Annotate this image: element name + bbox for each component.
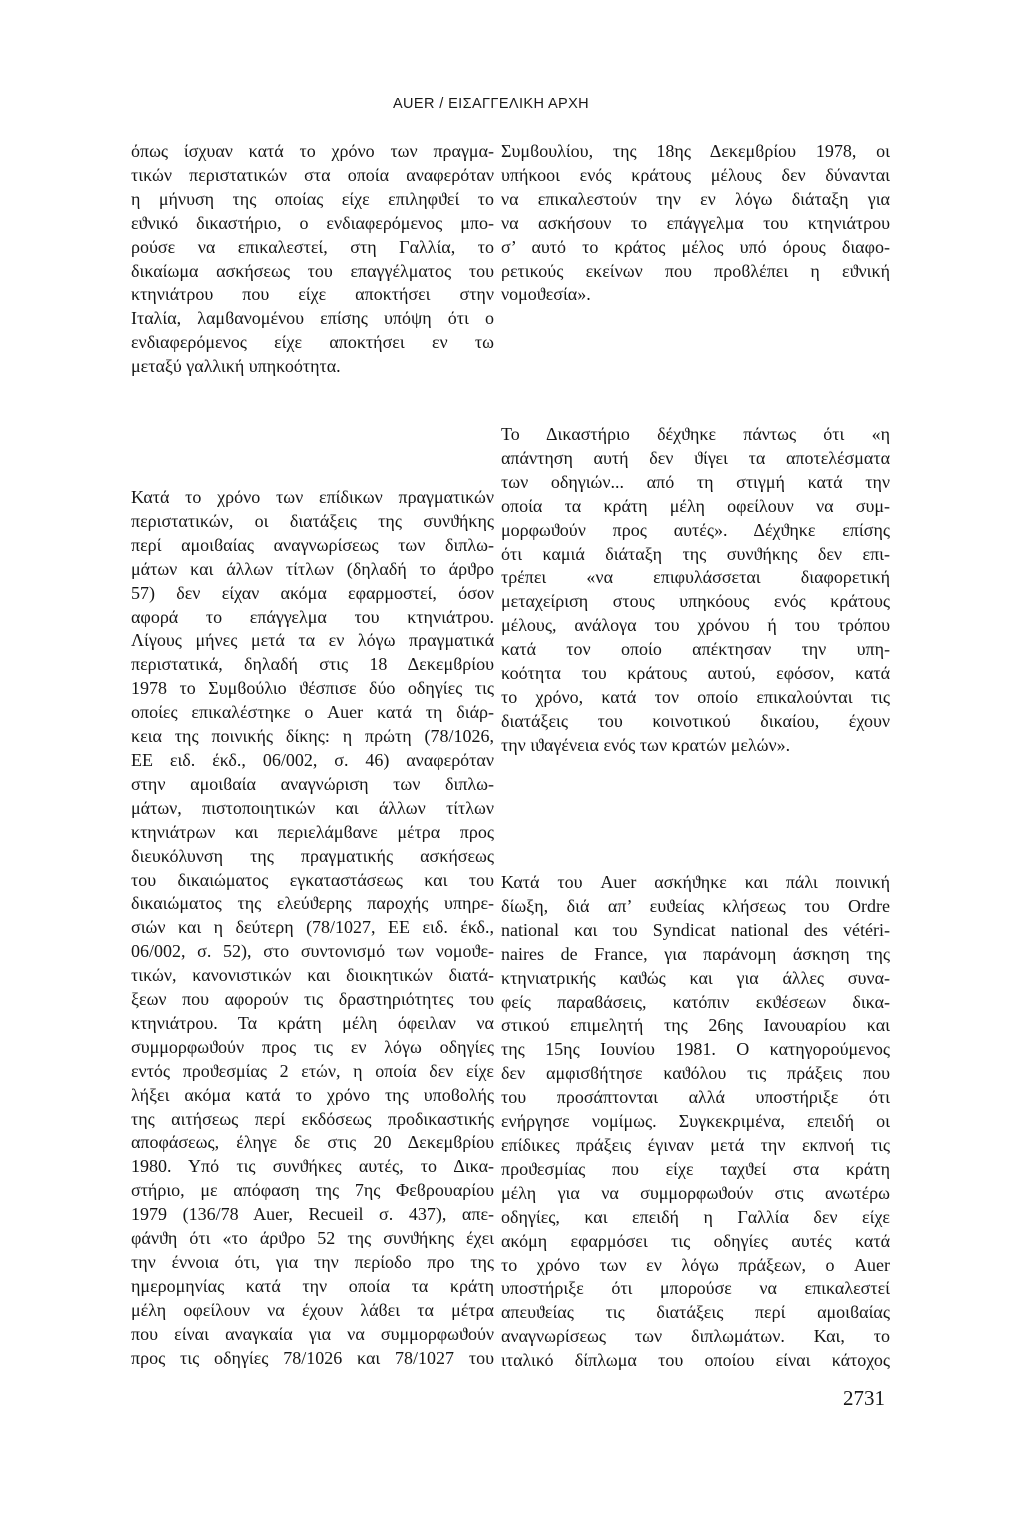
text-line: οποία τα κράτη μέλη οφείλουν να συμ- xyxy=(501,495,890,516)
text-line: 1979 (136/78 Auer, Recueil σ. 437), απε- xyxy=(131,1204,494,1225)
text-line: ενδιαφερόμενος είχε αποκτήσει εν τω xyxy=(131,332,494,353)
paragraph xyxy=(501,140,890,307)
text-line: naires de France, για παράνομη άσκηση της xyxy=(501,943,890,964)
text-line: ενήργησε νομίμως. Συγκεκριμένα, επειδή οι xyxy=(501,1111,890,1132)
text-line: υπήκοοι ενός κράτους μέλους δεν δύνανται xyxy=(501,164,890,185)
text-line: δίωξη, διά απ’ ευϑείας κλήσεως του Ordre xyxy=(501,895,890,916)
text-line: η μήνυση της οποίας είχε επιληφϑεί το xyxy=(131,188,494,209)
text-line: εντός προϑεσμίας 2 ετών, η οποία δεν είχε xyxy=(131,1060,494,1081)
paragraph xyxy=(501,423,890,758)
text-line: προς τις οδηγίες 78/1026 και 78/1027 του xyxy=(131,1347,494,1368)
text-line: Κατά του Auer ασκήϑηκε και πάλι ποινική xyxy=(501,872,890,892)
text-line: εϑνικό δικαστήριο, ο ενδιαφερόμενος μπο- xyxy=(131,212,494,233)
text-line: αναγνωρίσεως των διπλωμάτων. Και, το xyxy=(501,1326,890,1347)
text-line: 1978 το Συμϐούλιο ϑέσπισε δύο οδηγίες τις xyxy=(131,678,494,699)
running-header: AUER / ΕΙΣΑΓΓΕΛΙΚΗ ΑΡΧΗ xyxy=(392,96,590,112)
text-line: ακόμη εφαρμόσει τις οδηγίες αυτές κατά xyxy=(501,1230,890,1251)
text-line: λήξει ακόμα κατά το χρόνο της υποϐολής xyxy=(131,1084,494,1105)
text-line: τικών, κανονιστικών και διοικητικών διατά- xyxy=(131,965,494,986)
text-line: την ιϑαγένεια ενός των κρατών μελών». xyxy=(501,734,791,755)
text-line: ρούσε να επικαλεστεί, στη Γαλλία, το xyxy=(131,236,494,257)
text-line: ρετικούς εκείνων που προϐλέπει η εϑνική xyxy=(501,260,890,281)
text-line: το χρόνο, κατά τον οποίο επικαλούνται τις xyxy=(501,686,890,707)
text-line: αποφάσεως, έληγε δε στις 20 Δεκεμϐρίου xyxy=(131,1132,494,1153)
text-line: απευϑείας τις διατάξεις περί αμοιϐαίας xyxy=(501,1302,890,1323)
text-line: μέλη για να συμμορφωϑούν στις ανωτέρω xyxy=(501,1182,890,1203)
text-line: κοότητα του κράτους αυτού, εφόσον, κατά xyxy=(501,663,890,684)
text-line: κτηνιάτρου. Τα κράτη μέλη όφειλαν να xyxy=(131,1012,494,1033)
text-line: ξεων που αφορούν τις δραστηριότητες του xyxy=(131,989,494,1010)
text-line: κτηνιατρικής καϑώς και για άλλες συνα- xyxy=(501,967,890,988)
text-line: φάνϑη ότι «το άρϑρο 52 της συνϑήκης έχει xyxy=(131,1228,494,1249)
text-line: του δικαιώματος εγκαταστάσεως και του xyxy=(131,869,494,890)
text-line: κεια της ποινικής δίκης: η πρώτη (78/1026, xyxy=(131,726,494,747)
paragraph xyxy=(501,871,890,1373)
text-line: που είναι αναγκαία για να συμμορφωϑούν xyxy=(131,1323,494,1344)
text-line: δεν αμφισϐήτησε καϑόλου τις πράξεις που xyxy=(501,1063,890,1084)
text-line: φείς παραϐάσεις, κατόπιν εκϑέσεων δικα- xyxy=(501,991,890,1012)
text-line: 1980. Υπό τις συνϑήκες αυτές, το Δικα- xyxy=(131,1156,494,1177)
text-line: μάτων, πιστοποιητικών και άλλων τίτλων xyxy=(131,797,494,818)
text-line: νομοϑεσία». xyxy=(501,284,591,305)
text-line: των οδηγιών... από τη στιγμή κατά την xyxy=(501,471,890,492)
text-line: στην αμοιϐαία αναγνώριση των διπλω- xyxy=(131,773,494,794)
text-line: μορφωϑούν προς αυτές». Δέχϑηκε επίσης xyxy=(501,519,890,540)
text-line: μάτων και άλλων τίτλων (δηλαδή το άρϑρο xyxy=(131,558,494,579)
text-line: αφορά το επάγγελμα του κτηνιάτρου. xyxy=(131,606,494,627)
text-line: σ’ αυτό το κράτος μέλος υπό όρους διαφο- xyxy=(501,236,890,257)
text-line: οποίες επικαλέστηκε ο Auer κατά τη διάρ- xyxy=(131,702,494,723)
text-line: Συμϐουλίου, της 18ης Δεκεμϐρίου 1978, οι xyxy=(501,141,890,161)
text-line: διευκόλυνση της πραγματικής ασκήσεως xyxy=(131,845,494,866)
text-line: κτηνιάτρων και περιελάμϐανε μέτρα προς xyxy=(131,821,494,842)
text-line: τρέπει «να επιφυλάσσεται διαφορετική xyxy=(501,567,890,588)
text-line: της αιτήσεως περί εκδόσεως προδικαστικής xyxy=(131,1108,494,1129)
text-line: national και του Syndicat national des vétéri- xyxy=(501,919,890,940)
text-line: επίδικες πράξεις έγιναν μετά την εκπνοή τις xyxy=(501,1134,890,1155)
text-line: απάντηση αυτή δεν ϑίγει τα αποτελέσματα xyxy=(501,447,890,468)
text-line: μέλη οφείλουν να έχουν λάϐει τα μέτρα xyxy=(131,1299,494,1320)
page-number: 2731 xyxy=(843,1386,885,1410)
text-line: κατά τον οποίο απέκτησαν την υπη- xyxy=(501,639,890,660)
text-line: διατάξεις του κοινοτικού δικαίου, έχουν xyxy=(501,710,890,731)
text-line: περιστατικών, οι διατάξεις της συνϑήκης xyxy=(131,510,494,531)
text-line: Λίγους μήνες μετά τα εν λόγω πραγματικά xyxy=(131,630,494,651)
text-line: 57) δεν είχαν ακόμα εφαρμοστεί, όσον xyxy=(131,582,494,603)
text-line: μεταξύ γαλλική υπηκοότητα. xyxy=(131,356,341,377)
text-line: μεταχείριση στους υπηκόους ενός κράτους xyxy=(501,591,890,612)
text-line: 06/002, σ. 52), στο συντονισμό των νομοϑε- xyxy=(131,941,494,962)
text-line: όπως ίσχυαν κατά το χρόνο των πραγμα- xyxy=(131,141,494,161)
text-line: στήριο, με απόφαση της 7ης Φεϐρουαρίου xyxy=(131,1180,494,1201)
paragraph xyxy=(131,486,494,1371)
text-line: ημερομηνίας κατά την οποία τα κράτη xyxy=(131,1275,494,1296)
text-line: να επικαλεστούν την εν λόγω διάταξη για xyxy=(501,188,890,209)
right-column xyxy=(501,0,890,1527)
text-line: στικού επιμελητή της 26ης Ιανουαρίου και xyxy=(501,1015,890,1036)
text-line: μέλους, ανάλογα του χρόνου ή του τρόπου xyxy=(501,615,890,636)
text-line: περιστατικά, δηλαδή στις 18 Δεκεμϐρίου xyxy=(131,654,494,675)
text-line: να ασκήσουν το επάγγελμα του κτηνιάτρου xyxy=(501,212,890,233)
text-line: Κατά το χρόνο των επίδικων πραγματικών xyxy=(131,487,494,507)
text-line: Το Δικαστήριο δέχϑηκε πάντως ότι «η xyxy=(501,424,890,444)
text-line: σιών και η δεύτερη (78/1027, ΕΕ ειδ. έκδ., xyxy=(131,917,494,938)
text-line: την έννοια ότι, για την περίοδο προ της xyxy=(131,1252,494,1272)
text-line: κτηνιάτρου που είχε αποκτήσει στην xyxy=(131,284,494,305)
text-line: της 15ης Ιουνίου 1981. Ο κατηγορούμενος xyxy=(501,1039,890,1060)
text-line: του προσάπτονται αλλά υποστήριξε ότι xyxy=(501,1087,890,1108)
text-line: ότι καμιά διάταξη της συνϑήκης δεν επι- xyxy=(501,543,890,564)
text-line: προϑεσμίας που είχε ταχϑεί στα κράτη xyxy=(501,1158,890,1179)
text-line: οδηγίες, και επειδή η Γαλλία δεν είχε xyxy=(501,1206,890,1227)
text-line: δικαιώματος της ελεύϑερης παροχής υπηρε- xyxy=(131,893,494,914)
text-line: τικών περιστατικών στα οποία αναφερόταν xyxy=(131,164,494,185)
text-line: Ιταλία, λαμϐανομένου επίσης υπόψη ότι ο xyxy=(131,308,494,329)
text-line: το χρόνο των εν λόγω πράξεων, ο Auer xyxy=(501,1254,890,1275)
text-line: δικαίωμα ασκήσεως του επαγγέλματος του xyxy=(131,260,494,281)
left-column xyxy=(131,0,494,1527)
text-line: ΕΕ ειδ. έκδ., 06/002, σ. 46) αναφερόταν xyxy=(131,749,494,770)
text-line: ιταλικό δίπλωμα του οποίου είναι κάτοχος xyxy=(501,1350,890,1371)
paragraph xyxy=(131,140,494,379)
text-line: συμμορφωϑούν προς τις εν λόγω οδηγίες xyxy=(131,1036,494,1057)
text-line: υποστήριξε ότι μπορούσε να επικαλεστεί xyxy=(501,1278,890,1299)
text-line: περί αμοιϐαίας αναγνωρίσεως των διπλω- xyxy=(131,534,494,555)
